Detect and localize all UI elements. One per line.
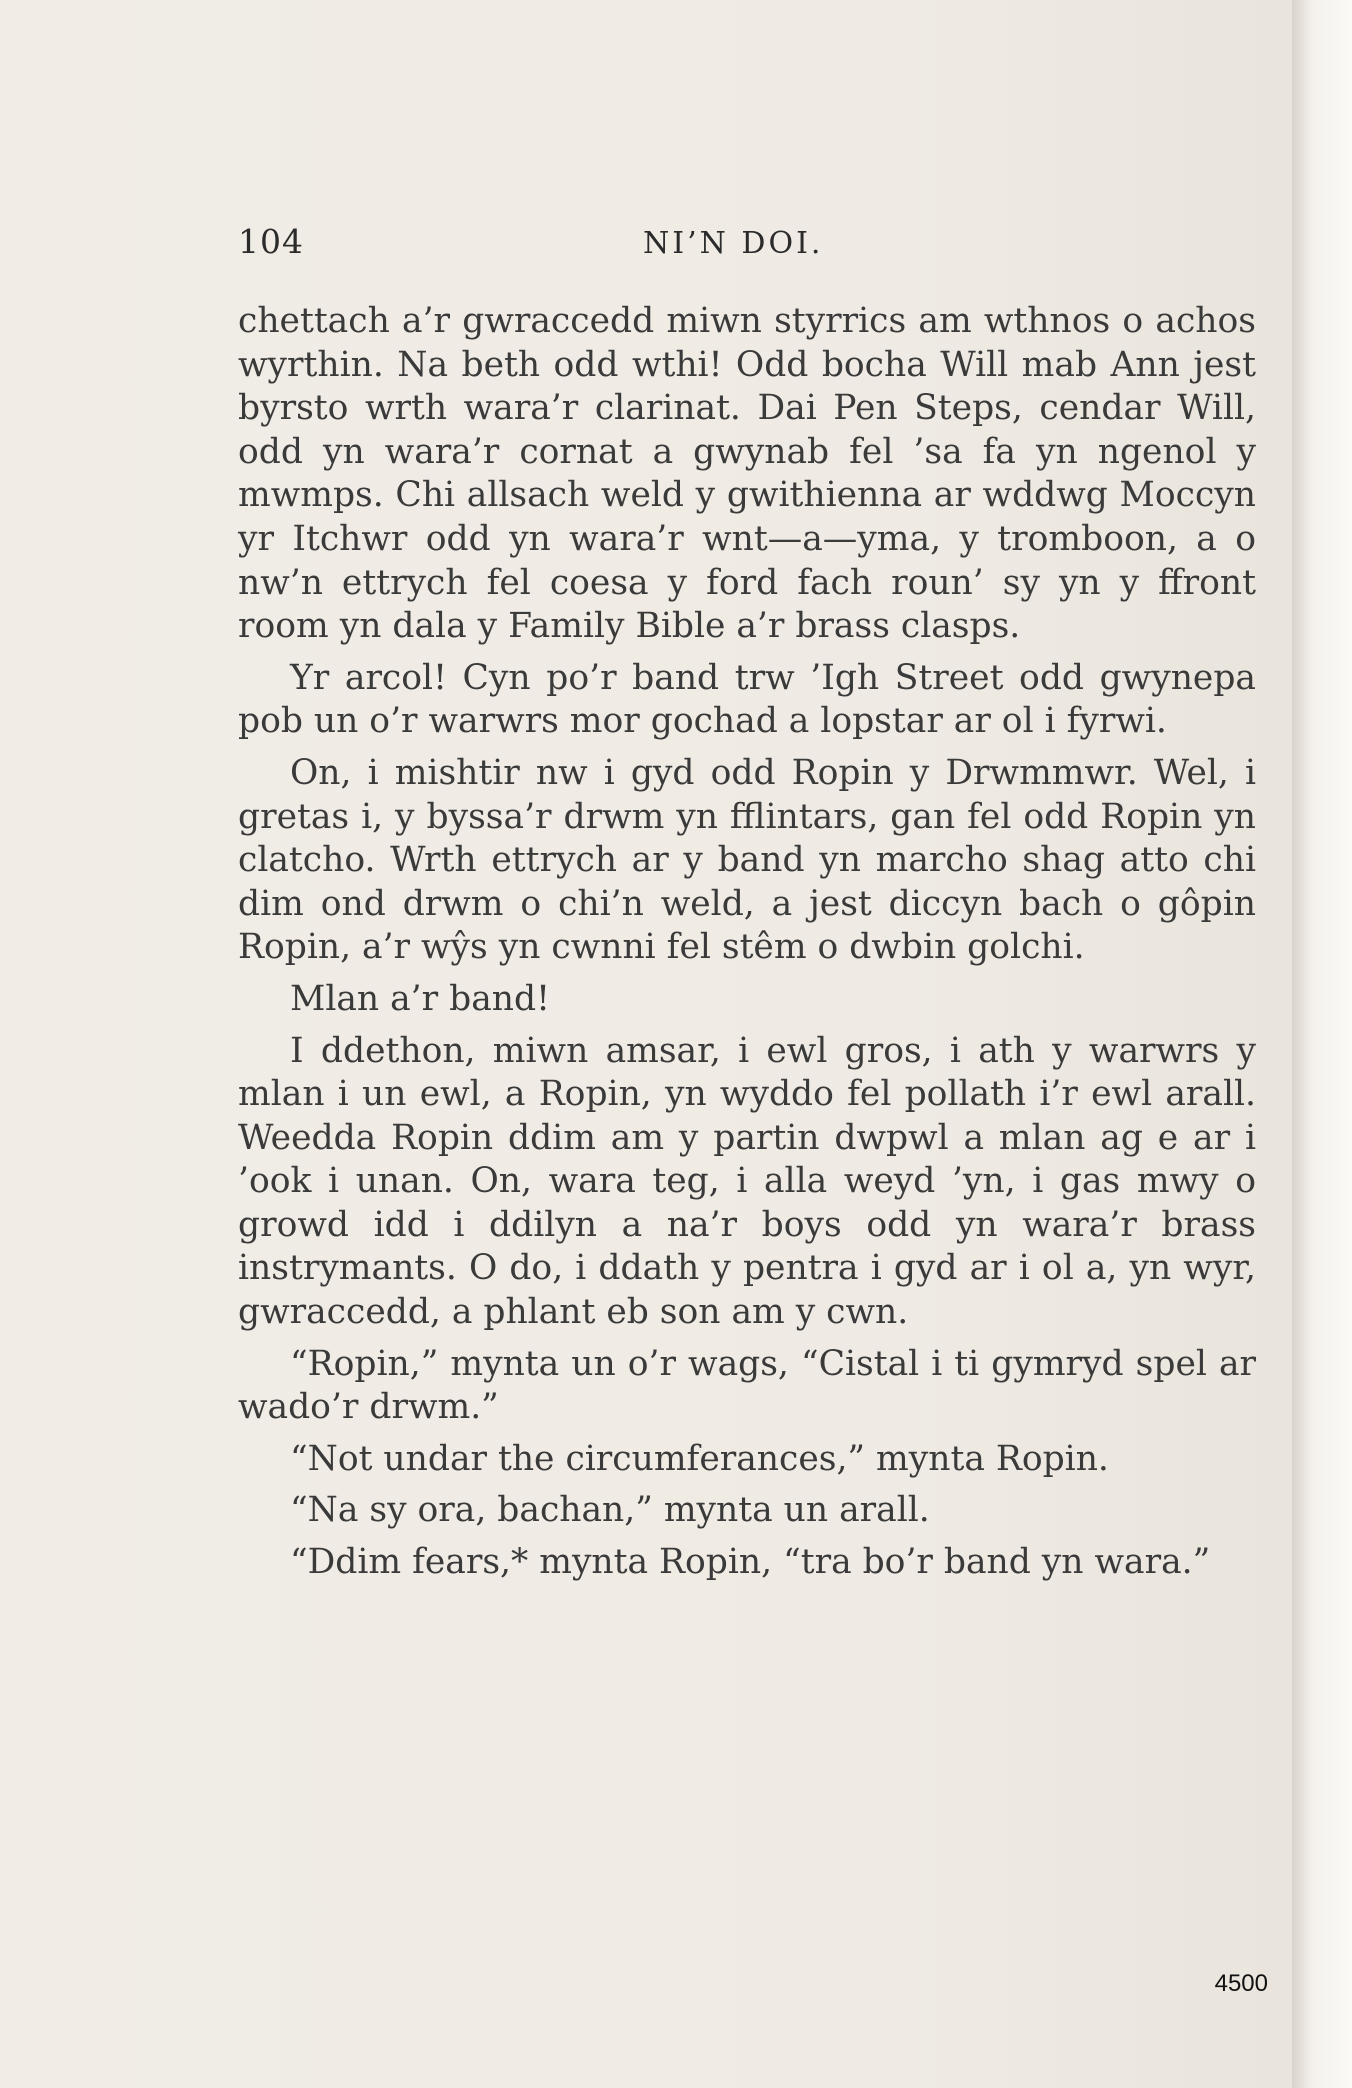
paragraph: “Na sy ora, bachan,” mynta un arall. [290, 1490, 930, 1531]
paragraph: Yr arcol! Cyn po’r band trw ’Igh Street odd gwynepa pob un o’r warwrs mor gochad a lopstar ar ol i fyrwi. [238, 657, 1256, 742]
paragraph: “Not undar the circumferances,” mynta Ropin. [290, 1438, 1109, 1479]
paragraph: Mlan a’r band! [290, 978, 550, 1019]
running-head: NI’N DOI. [643, 226, 824, 261]
body-text [238, 300, 1256, 1593]
paragraph: On, i mishtir nw i gyd odd Ropin y Drwmmwr. Wel, i gretas i, y byssa’r drwm yn fflintars, gan fel odd Ropin yn clatcho. Wrth ettrych ar y band yn marcho shag atto chi dim ond drwm o chi’n weld, a jest diccyn bach o gôpin Ropin, a’r wŷs yn cwnni fel stêm o dwbin golchi. [238, 752, 1256, 968]
paragraph: I ddethon, miwn amsar, i ewl gros, i ath y warwrs y mlan i un ewl, a Ropin, yn wyddo fel pollath i’r ewl arall. Weedda Ropin ddim am y partin dwpwl a mlan ag e ar i ’ook i unan. On, wara teg, i alla weyd ’yn, i gas mwy o growd idd i ddilyn a na’r boys odd yn wara’r brass instrymants. O do, i ddath y pentra i gyd ar i ol a, yn wyr, gwraccedd, a phlant eb son am y cwn. [238, 1030, 1256, 1333]
scan-stamp: 4500 [1214, 1970, 1268, 1997]
paragraph: chettach a’r gwraccedd miwn styrrics am wthnos o achos wyrthin. Na beth odd wthi! Odd bocha Will mab Ann jest byrsto wrth wara’r clarinat. Dai Pen Steps, cendar Will, odd yn wara’r cornat a gwynab fel ’sa fa yn ngenol y mwmps. Chi allsach weld y gwithienna ar wddwg Moccyn yr Itchwr odd yn wara’r wnt—a—yma, y tromboon, a o nw’n ettrych fel coesa y ford fach roun’ sy yn y ffront room yn dala y Family Bible a’r brass clasps. [238, 301, 1256, 647]
page-header [238, 222, 1256, 272]
page-edge [1292, 0, 1352, 2088]
paragraph: “Ropin,” mynta un o’r wags, “Cistal i ti gymryd spel ar wado’r drwm.” [238, 1343, 1256, 1428]
page-number: 104 [238, 222, 304, 261]
paragraph: “Ddim fears,* mynta Ropin, “tra bo’r band yn wara.” [290, 1542, 1211, 1583]
